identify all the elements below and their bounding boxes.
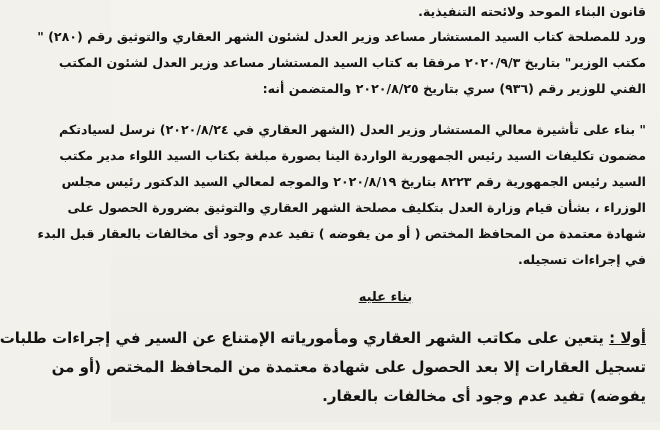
paragraph-2-line-3: الفني للوزير رقم (٩٣٦) سري بتاريخ ٢٠٢٠/٨/٢٥ والمتضمن أنه: [262,81,646,96]
paragraph-2-line-1: ورد للمصلحة كتاب السيد المستشار مساعد وزير العدل لشئون الشهر العقاري والتوثيق رقم (٢٨٠) " [37,29,646,44]
paragraph-3-line-3: السيد رئيس الجمهورية رقم ٨٢٢٣ بتاريخ ٢٠٢٠/٨/١٩ والموجه لمعالي السيد الدكتور رئيس مجلس [61,174,646,189]
clause-1-line-3: يفوضه) تفيد عدم وجود أى مخالفات بالعقار. [322,387,646,405]
paragraph-3-line-4: الوزراء ، بشأن قيام وزارة العدل بتكليف مصلحة الشهر العقاري والتوثيق بضرورة الحصول على [67,200,646,215]
clause-1-line-1 [0,328,646,348]
clause-1-label: أولا : [609,329,646,347]
paragraph-3-line-6: في إجراءات تسجيله. [517,252,646,267]
paragraph-2-line-2: مكتب الوزير" بتاريخ ٢٠٢٠/٩/٣ مرفقا به كتاب السيد المستشار مساعد وزير العدل لشئون المكتب [58,55,646,70]
paragraph-3-line-1: " بناء على تأشيرة معالي المستشار وزير العدل (الشهر العقاري في ٢٠٢٠/٨/٢٤) نرسل لسيادتكم [59,122,646,137]
clause-1-line-1-text: يتعين على مكاتب الشهر العقاري ومأمورياته الإمتناع عن السير في إجراءات طلبات [0,329,604,347]
section-heading: بناء عليه [358,290,413,305]
bottom-crop [111,422,660,430]
clause-1-line-2: تسجيل العقارات إلا بعد الحصول على شهادة معتمدة من المحافظ المختص (أو من [51,358,646,376]
paragraph-3-line-5: شهادة معتمدة من المحافظ المختص ( أو من يفوضه ) تفيد عدم وجود أى مخالفات بالعقار قبل البدء [37,226,646,241]
paragraph-3-line-2: مضمون تكليفات السيد رئيس الجمهورية الواردة الينا بصورة مبلغة بكتاب السيد اللواء مدير مكتب [59,148,646,163]
paragraph-1-line-1: قانون البناء الموحد ولائحته التنفيذية. [418,4,646,19]
